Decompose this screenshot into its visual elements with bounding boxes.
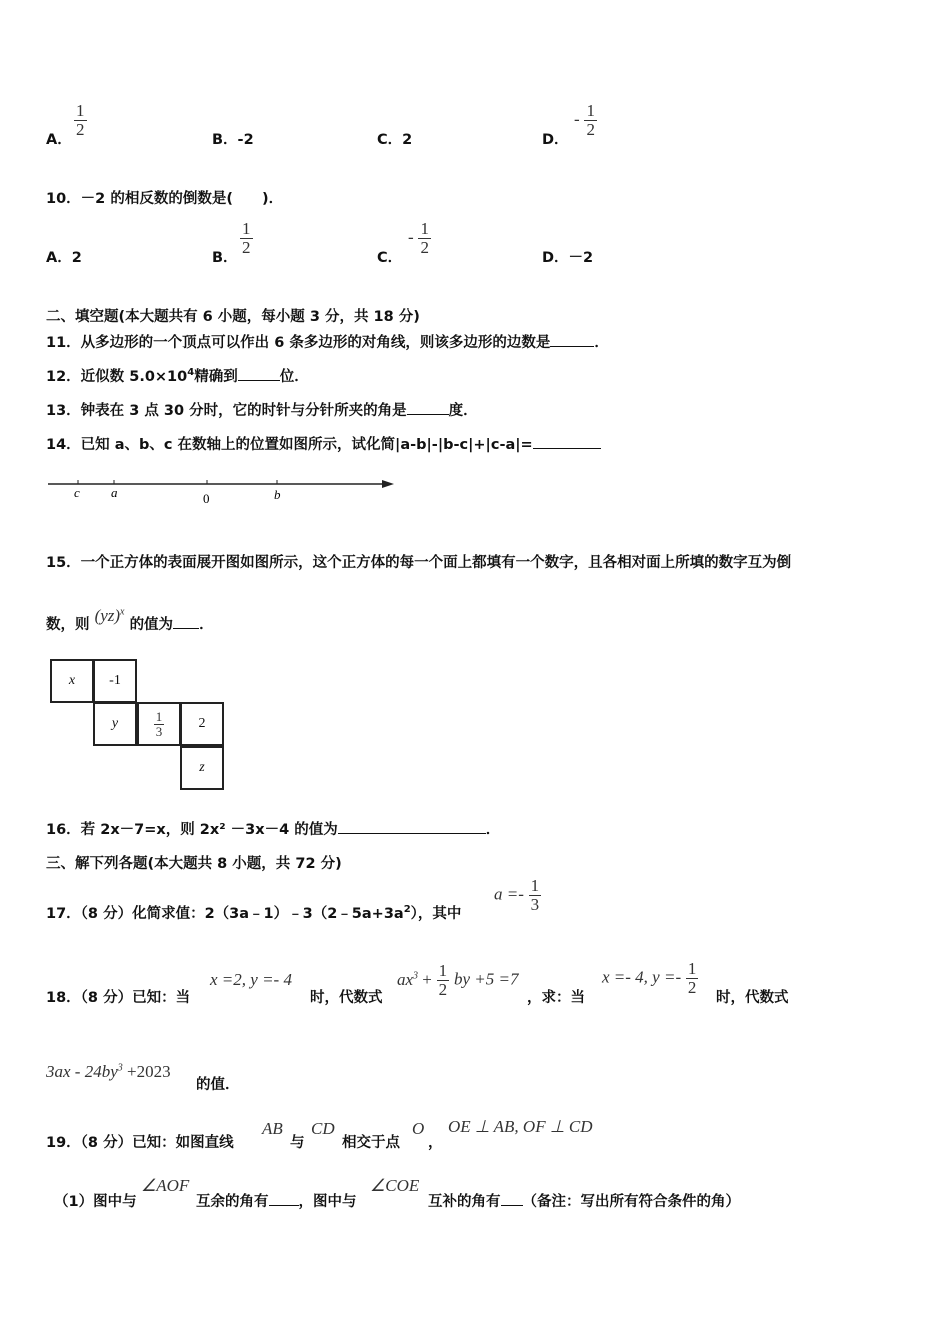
q10-stem: 10．－2 的相反数的倒数是( )． xyxy=(46,191,284,207)
q15-text-mid: 的值为 xyxy=(129,617,174,633)
q19-perpendicular: OE ⊥ AB, OF ⊥ CD xyxy=(448,1117,593,1136)
q19-intersect: 相交于点 xyxy=(342,1135,400,1151)
q9-option-b: B．-2 xyxy=(212,132,254,148)
q15-text: 数，则 xyxy=(46,617,90,633)
q12-blank xyxy=(238,366,280,381)
label-zero: 0 xyxy=(203,491,210,506)
label-a: a xyxy=(111,485,118,500)
q18-intro: 18．（8 分）已知：当 xyxy=(46,990,191,1006)
q16 xyxy=(46,818,500,839)
option-label: B． xyxy=(212,250,238,266)
option-label: C． xyxy=(377,250,403,266)
q19-angle-aof: ∠AOF xyxy=(141,1176,190,1195)
q11-text: 11．从多边形的一个顶点可以作出 6 条多边形的对角线，则该多边形的边数是 xyxy=(46,335,551,351)
net-cell-two: 2 xyxy=(180,702,224,746)
q19-line-cd: CD xyxy=(311,1119,335,1138)
net-cell-one-third xyxy=(137,702,181,746)
denominator: 3 xyxy=(155,723,163,739)
numerator: 1 xyxy=(530,876,540,895)
q19-line-ab: AB xyxy=(262,1119,283,1138)
q18-expression xyxy=(46,1062,171,1082)
q14 xyxy=(46,433,601,454)
q19-part1-text-d: 互补的角有 xyxy=(428,1194,501,1210)
denominator: 3 xyxy=(530,895,540,914)
number-line xyxy=(44,472,404,508)
q18-eq-part1 xyxy=(397,970,432,989)
q10-option-a: A．2 xyxy=(46,250,82,266)
denominator: 2 xyxy=(420,238,429,257)
q17-exponent: 2 xyxy=(403,904,411,916)
q18-condition-2-text: x =- 4, y =- xyxy=(602,967,682,987)
q18-equation xyxy=(397,962,518,999)
numerator: 1 xyxy=(687,959,697,978)
q18-expr-part2: +2023 xyxy=(127,1062,171,1081)
q18-ax: ax xyxy=(397,969,414,989)
q17-text: 17．（8 分）化简求值：2（3a﹣1）﹣3（2﹣5a+3a xyxy=(46,906,404,922)
q9-option-c: C．2 xyxy=(377,132,413,148)
q12 xyxy=(46,365,309,386)
net-cell-y: y xyxy=(93,702,137,746)
q12-text-end: 位． xyxy=(279,369,309,385)
q10-option-b xyxy=(212,246,238,267)
option-label: D． xyxy=(542,132,569,148)
section-3-heading: 三、解下列各题(本大题共 8 小题，共 72 分) xyxy=(46,856,342,872)
q10-option-b-fraction xyxy=(240,220,253,257)
q15-line2 xyxy=(46,606,214,634)
q19-part1-text-c: ，图中与 xyxy=(298,1194,357,1210)
numerator: 1 xyxy=(242,219,251,238)
q19-part1-note: （备注：写出所有符合条件的角） xyxy=(522,1194,740,1210)
q18-condition-2 xyxy=(602,960,698,997)
q19-part1-text-b: 互余的角有 xyxy=(196,1194,269,1210)
q19-blank-2 xyxy=(501,1191,523,1206)
q9-option-d xyxy=(542,128,569,149)
denominator: 2 xyxy=(687,978,697,997)
number-line-arrow xyxy=(382,480,394,488)
q19-angle-coe: ∠COE xyxy=(370,1176,420,1195)
q18-expr-exp: 3 xyxy=(117,1062,123,1074)
q10-option-c xyxy=(377,246,402,267)
q18-expr-part1: 3ax - 24by xyxy=(46,1062,118,1081)
q12-text-mid: 精确到 xyxy=(194,369,238,385)
q15-line1: 15．一个正方体的表面展开图如图所示，这个正方体的每一个面上都填有一个数字，且各相对面上所填的数字互为倒 xyxy=(46,555,792,571)
q10-option-d: D．－2 xyxy=(542,250,594,266)
numerator: 1 xyxy=(155,708,163,724)
q19-intro: 19．（8 分）已知：如图直线 xyxy=(46,1135,234,1151)
numerator: 1 xyxy=(76,101,85,120)
q15-blank xyxy=(173,614,199,629)
denominator: 2 xyxy=(586,120,595,139)
q18-text-3: ，求：当 xyxy=(527,990,585,1006)
q9-option-a-fraction xyxy=(74,102,87,139)
q19-part1 xyxy=(54,1190,137,1211)
denominator: 2 xyxy=(76,120,85,139)
numerator: 1 xyxy=(420,219,429,238)
q19-with: 与 xyxy=(290,1135,305,1151)
q15-exponent: x xyxy=(120,606,125,618)
q17-variable: a =- xyxy=(494,884,524,904)
q9-option-a xyxy=(46,128,72,149)
q16-text: 16．若 2x－7=x，则 2x² －3x－4 的值为 xyxy=(46,822,338,838)
q19-comma: ， xyxy=(428,1135,443,1151)
q16-blank xyxy=(338,819,486,834)
q11 xyxy=(46,331,609,352)
q19-part1-text: （1）图中与 xyxy=(54,1194,137,1210)
denominator: 2 xyxy=(242,238,251,257)
net-cell-x: x xyxy=(50,659,94,703)
q19-point-o: O xyxy=(412,1119,425,1138)
q13-text: 13．钟表在 3 点 30 分时，它的时针与分针所夹的角是 xyxy=(46,403,407,419)
q15-expression xyxy=(95,606,125,625)
q18-plus: + xyxy=(422,969,432,989)
q16-end: ． xyxy=(485,822,501,838)
q19-part1-mid xyxy=(196,1190,357,1211)
option-label: A． xyxy=(46,132,72,148)
q18-condition-1: x =2, y =- 4 xyxy=(210,970,292,989)
net-cell-z: z xyxy=(180,746,224,790)
q12-text: 12．近似数 5.0×10 xyxy=(46,369,188,385)
q18-eq-part2: by +5 =7 xyxy=(453,969,519,989)
q17-text-end: ），其中 xyxy=(410,906,462,922)
numerator: 1 xyxy=(438,961,448,980)
q17 xyxy=(46,902,461,923)
q18-text-4: 时，代数式 xyxy=(716,990,789,1006)
section-2-heading: 二、填空题(本大题共有 6 小题，每小题 3 分，共 18 分) xyxy=(46,309,420,325)
net-cell-neg1: -1 xyxy=(93,659,137,703)
minus-sign: - xyxy=(408,227,414,247)
q18-text-end: 的值． xyxy=(196,1077,240,1093)
q18-text-2: 时，代数式 xyxy=(310,990,383,1006)
q15-base: (yz) xyxy=(94,606,121,625)
q14-blank xyxy=(533,434,601,449)
q11-blank xyxy=(550,332,594,347)
label-b: b xyxy=(274,487,281,502)
q19-part1-end xyxy=(428,1190,740,1211)
q17-condition xyxy=(494,877,541,914)
q11-end: ． xyxy=(594,335,609,351)
numerator: 1 xyxy=(586,101,595,120)
minus-sign: - xyxy=(574,109,580,129)
label-c: c xyxy=(74,485,80,500)
q13-text-end: 度． xyxy=(448,403,478,419)
q18-exp: 3 xyxy=(413,969,419,981)
q9-option-d-fraction xyxy=(574,102,597,139)
q15-end: ． xyxy=(199,617,214,633)
q14-text: 14．已知 a、b、c 在数轴上的位置如图所示，试化简|a-b|-|b-c|+|c-a|= xyxy=(46,437,533,453)
q13 xyxy=(46,399,478,420)
q10-option-c-fraction xyxy=(408,220,431,257)
q19-blank-1 xyxy=(269,1191,299,1206)
denominator: 2 xyxy=(438,980,448,999)
q12-exponent: 4 xyxy=(187,367,195,379)
q13-blank xyxy=(407,400,449,415)
